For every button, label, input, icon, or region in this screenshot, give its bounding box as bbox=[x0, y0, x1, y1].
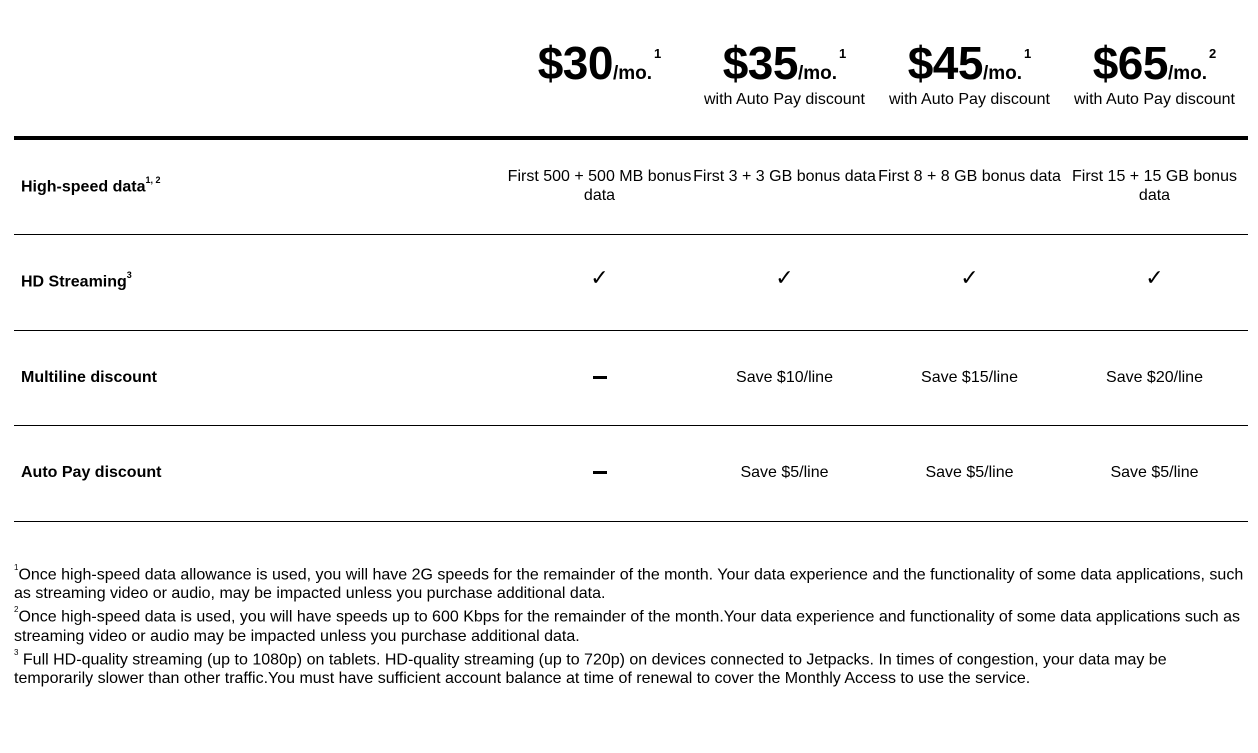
table-cell: Save $5/line bbox=[925, 464, 1014, 481]
price-unit: /mo. bbox=[982, 63, 1023, 84]
row-label bbox=[21, 464, 161, 482]
price-unit: /mo. bbox=[797, 63, 838, 84]
price-footnote-ref: 1 bbox=[1024, 46, 1032, 61]
price-note: with Auto Pay discount bbox=[1074, 91, 1235, 108]
footnote-number: 2 bbox=[14, 605, 19, 615]
table-cell: First 8 + 8 GB bonus data bbox=[878, 168, 1061, 185]
price-amount: $65 bbox=[1092, 37, 1168, 89]
plan-price-35 bbox=[692, 37, 877, 109]
table-row-multiline-discount bbox=[14, 331, 1248, 426]
footnote bbox=[14, 646, 1248, 688]
not-included-dash bbox=[507, 463, 692, 482]
price-unit: /mo. bbox=[612, 63, 653, 84]
price-amount: $35 bbox=[722, 37, 798, 89]
price-note: with Auto Pay discount bbox=[704, 91, 865, 108]
footnote-number: 1 bbox=[14, 563, 19, 572]
price-amount: $45 bbox=[907, 37, 983, 89]
dash-icon bbox=[593, 471, 607, 474]
plan-price-45 bbox=[877, 37, 1062, 109]
not-included-dash bbox=[507, 368, 692, 387]
footnote bbox=[14, 603, 1248, 645]
row-footnote-ref: 1, 2 bbox=[145, 175, 161, 185]
row-label bbox=[21, 369, 157, 387]
price-footnote-ref: 1 bbox=[654, 46, 662, 61]
checkmark-icon: ✓ bbox=[590, 266, 609, 291]
checkmark-icon: ✓ bbox=[775, 266, 794, 291]
checkmark-icon: ✓ bbox=[1145, 266, 1164, 291]
price-amount: $30 bbox=[537, 37, 613, 89]
plan-price-30 bbox=[507, 37, 692, 90]
table-cell: Save $20/line bbox=[1106, 369, 1203, 386]
row-label bbox=[21, 272, 132, 291]
plan-comparison-table bbox=[14, 0, 1248, 481]
footnote bbox=[14, 561, 1248, 603]
table-cell: Save $10/line bbox=[736, 369, 833, 386]
row-label-text: HD Streaming bbox=[21, 273, 127, 291]
row-label-text: Multiline discount bbox=[21, 369, 157, 386]
price-note: with Auto Pay discount bbox=[889, 91, 1050, 108]
table-cell: Save $5/line bbox=[740, 464, 829, 481]
row-label bbox=[21, 177, 160, 196]
table-cell: First 500 + 500 MB bonus data bbox=[507, 168, 692, 204]
row-footnote-ref: 3 bbox=[126, 270, 132, 280]
plan-price-65 bbox=[1062, 37, 1247, 109]
row-label-text: High-speed data bbox=[21, 178, 146, 196]
price-footnote-ref: 1 bbox=[839, 46, 847, 61]
table-cell: First 3 + 3 GB bonus data bbox=[693, 168, 876, 185]
table-row-auto-pay-discount bbox=[14, 426, 1248, 522]
price-header-row bbox=[14, 0, 1248, 136]
row-label-text: Auto Pay discount bbox=[21, 464, 162, 481]
checkmark-icon: ✓ bbox=[960, 266, 979, 291]
footnote-text: Once high-speed data allowance is used, you will have 2G speeds for the remainder of the month. Your data experience and the functionality of some data applications, such as streaming video or audio, may be impacted unless you purchase additional data. bbox=[14, 566, 1244, 603]
table-cell: First 15 + 15 GB bonus data bbox=[1072, 168, 1237, 204]
price-footnote-ref: 2 bbox=[1209, 46, 1217, 61]
table-cell: Save $15/line bbox=[921, 369, 1018, 386]
table-row-hd-streaming bbox=[14, 235, 1248, 331]
price-unit: /mo. bbox=[1167, 63, 1208, 84]
footnote-number: 3 bbox=[14, 647, 19, 657]
footnote-text: Full HD-quality streaming (up to 1080p) on tablets. HD-quality streaming (up to 720p) on devices connected to Jetpacks. In times of congestion, your data may be temporarily slower than other traffic.You must have sufficient account balance at time of renewal to cover the Monthly Access to use the service. bbox=[14, 650, 1167, 687]
dash-icon bbox=[593, 376, 607, 379]
footnotes bbox=[14, 561, 1248, 688]
table-row-high-speed-data bbox=[14, 140, 1248, 235]
footnote-text: Once high-speed data is used, you will have speeds up to 600 Kbps for the remainder of the month.Your data experience and functionality of some data applications such as streaming video or audio may be impacted unless you purchase additional data. bbox=[14, 608, 1240, 645]
table-cell: Save $5/line bbox=[1110, 464, 1199, 481]
